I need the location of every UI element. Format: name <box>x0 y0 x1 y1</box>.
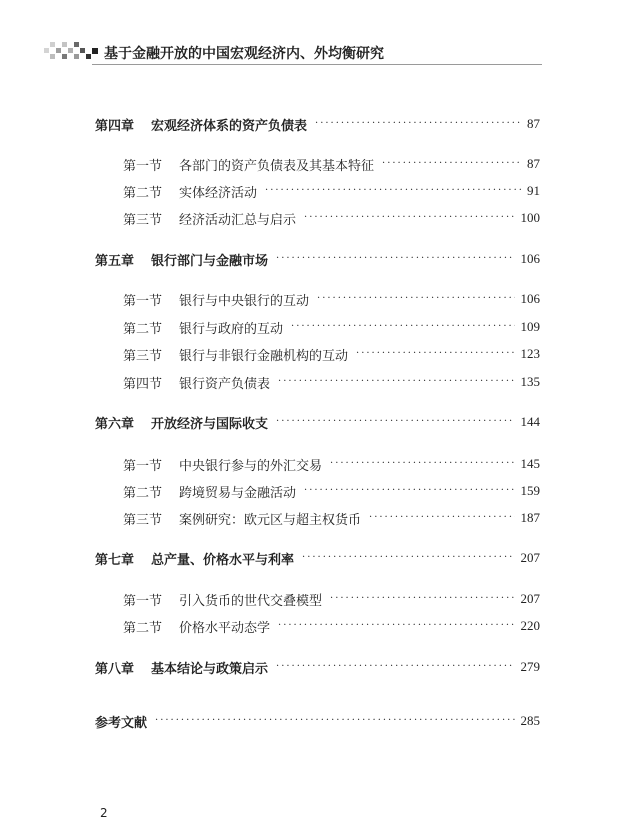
toc-entry-title: 宏观经济体系的资产负债表 <box>151 118 308 134</box>
toc-section-entry <box>123 317 540 337</box>
toc-entry-title: 银行与中央银行的互动 <box>179 293 310 309</box>
toc-entry-number: 第一节 <box>123 158 163 174</box>
toc-entry-page: 220 <box>520 618 540 633</box>
toc-entry-number: 第四章 <box>95 118 135 134</box>
toc-entry-page: 87 <box>527 116 540 131</box>
toc-entry-number: 第二节 <box>123 620 163 636</box>
toc-entry-title: 基本结论与政策启示 <box>151 661 269 677</box>
toc-entry-number: 第六章 <box>95 416 135 432</box>
toc-entry-number: 第三节 <box>123 512 163 528</box>
toc-entry-number: 第二节 <box>123 185 163 201</box>
toc-entry-title: 案例研究：欧元区与超主权货币 <box>179 512 362 528</box>
toc-chapter-entry <box>95 412 540 432</box>
toc-section-entry <box>123 181 540 201</box>
toc-entry-page: 145 <box>520 456 540 471</box>
toc-section-entry <box>123 344 540 364</box>
toc-entry-number: 第一节 <box>123 593 163 609</box>
toc-section-entry <box>123 154 540 174</box>
dot-leader <box>330 457 514 471</box>
toc-entry-number: 第二节 <box>123 485 163 501</box>
toc-entry-number: 第二节 <box>123 321 163 337</box>
toc-entry-page: 144 <box>520 414 540 429</box>
dot-leader <box>304 484 514 498</box>
dot-leader <box>304 211 514 225</box>
toc-section-entry <box>123 589 540 609</box>
toc-section-entry <box>123 454 540 474</box>
toc-section-entry <box>123 208 540 228</box>
toc-entry-page: 87 <box>527 156 540 171</box>
toc-entry-page: 285 <box>520 713 540 728</box>
dot-leader <box>278 619 514 633</box>
toc-chapter-entry <box>95 657 540 677</box>
toc-entry-page: 109 <box>520 319 540 334</box>
dot-leader <box>276 660 514 674</box>
toc-entry-number: 第五章 <box>95 253 135 269</box>
dot-leader <box>382 157 521 171</box>
toc-entry-title: 跨境贸易与金融活动 <box>179 485 297 501</box>
toc-chapter-entry <box>95 114 540 134</box>
dot-leader <box>278 375 514 389</box>
toc-entry-title: 银行部门与金融市场 <box>151 253 269 269</box>
toc-entry-title: 各部门的资产负债表及其基本特征 <box>179 158 375 174</box>
toc-entry-title: 价格水平动态学 <box>179 620 271 636</box>
toc-entry-page: 207 <box>520 550 540 565</box>
toc-entry-page: 91 <box>527 183 540 198</box>
toc-entry-number: 第三节 <box>123 348 163 364</box>
dot-leader <box>302 551 514 565</box>
toc-entry-title: 实体经济活动 <box>179 185 258 201</box>
toc-entry-page: 123 <box>520 346 540 361</box>
toc-entry-page: 106 <box>520 251 540 266</box>
toc-entry-page: 207 <box>520 591 540 606</box>
dot-leader <box>276 252 514 266</box>
toc-entry-number: 第七章 <box>95 552 135 568</box>
toc-entry-title: 开放经济与国际收支 <box>151 416 269 432</box>
toc-entry-page: 187 <box>520 510 540 525</box>
toc-chapter-entry <box>95 249 540 269</box>
toc-entry-title: 参考文献 <box>95 715 148 731</box>
toc-entry-page: 135 <box>520 374 540 389</box>
toc-entry-number: 第一节 <box>123 293 163 309</box>
toc-entry-title: 银行与非银行金融机构的互动 <box>179 348 349 364</box>
toc-entry-title: 银行与政府的互动 <box>179 321 284 337</box>
toc-entry-number: 第八章 <box>95 661 135 677</box>
dot-leader <box>317 292 514 306</box>
toc-entry-title: 总产量、价格水平与利率 <box>151 552 295 568</box>
toc-section-entry <box>123 372 540 392</box>
toc-chapter-entry <box>95 711 540 731</box>
toc-chapter-entry <box>95 548 540 568</box>
toc-section-entry <box>123 508 540 528</box>
toc-entry-title: 经济活动汇总与启示 <box>179 212 297 228</box>
dot-leader <box>330 592 514 606</box>
dot-leader <box>356 347 514 361</box>
book-title: 基于金融开放的中国宏观经济内、外均衡研究 <box>104 46 384 62</box>
toc-section-entry <box>123 289 540 309</box>
toc-entry-page: 100 <box>520 210 540 225</box>
dot-leader <box>155 714 514 728</box>
toc-entry-title: 银行资产负债表 <box>179 376 271 392</box>
toc-entry-number: 第三节 <box>123 212 163 228</box>
page-number: 2 <box>100 806 108 820</box>
dot-leader <box>276 415 514 429</box>
toc-entry-number: 第四节 <box>123 376 163 392</box>
toc-entry-title: 中央银行参与的外汇交易 <box>179 458 323 474</box>
dot-leader <box>265 184 521 198</box>
toc-entry-page: 159 <box>520 483 540 498</box>
toc-entry-title: 引入货币的世代交叠模型 <box>179 593 323 609</box>
toc-section-entry <box>123 616 540 636</box>
toc-entry-page: 279 <box>520 659 540 674</box>
toc-entry-page: 106 <box>520 291 540 306</box>
toc-entry-number: 第一节 <box>123 458 163 474</box>
toc-section-entry <box>123 481 540 501</box>
dot-leader <box>291 320 514 334</box>
dot-leader <box>315 117 521 131</box>
dot-leader <box>369 511 514 525</box>
